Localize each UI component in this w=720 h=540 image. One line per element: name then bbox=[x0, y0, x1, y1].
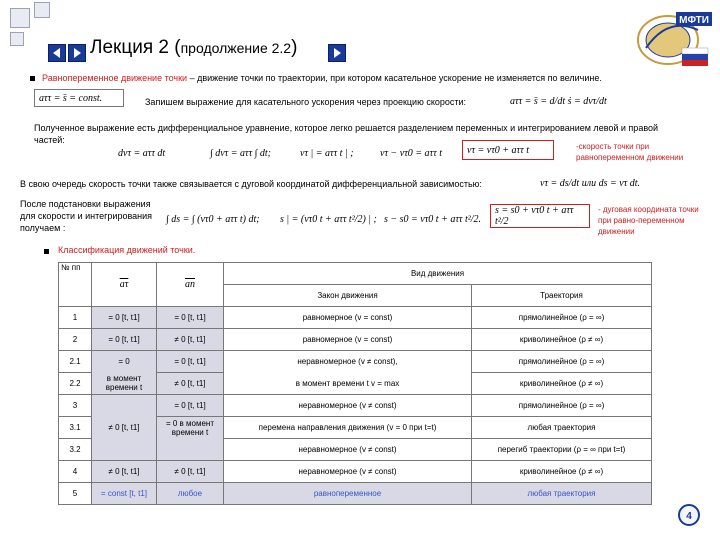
cell-trajectory: любая траектория bbox=[472, 483, 652, 505]
table-row bbox=[59, 461, 652, 483]
cell-law: неравномерное (v ≠ const) bbox=[224, 461, 472, 483]
velocity-formula: vτ = vτ0 + aττ t bbox=[467, 144, 529, 156]
formula-int-2: s | = (vτ0 t + aττ t²/2) | ; bbox=[280, 214, 377, 225]
decor-square bbox=[10, 8, 30, 28]
cell-num: 4 bbox=[59, 461, 92, 483]
table-row bbox=[59, 307, 652, 329]
formula-int-3: s − s0 = vτ0 t + aττ t²/2. bbox=[384, 214, 482, 225]
cell-at bbox=[92, 395, 157, 417]
formula-const: aττ = s̈ = const. bbox=[39, 92, 103, 104]
classification-table bbox=[58, 262, 652, 505]
cell-num: 3.2 bbox=[59, 439, 92, 461]
cell-trajectory: криволинейное (ρ ≠ ∞) bbox=[472, 329, 652, 351]
classification-heading: Классификация движений точки. bbox=[58, 245, 196, 255]
table-row bbox=[59, 439, 652, 461]
decor-square bbox=[10, 32, 24, 46]
arrow-right-icon bbox=[69, 45, 85, 61]
cell-an: ≠ 0 [t, t1] bbox=[157, 461, 224, 483]
table-row bbox=[59, 483, 652, 505]
header-number: № пп bbox=[59, 263, 92, 307]
cell-law: неравномерное (v ≠ const), bbox=[224, 351, 472, 373]
formula-diff-2: ∫ dvτ = aττ ∫ dt; bbox=[210, 148, 272, 159]
table-row bbox=[59, 351, 652, 373]
cell-trajectory: прямолинейное (ρ = ∞) bbox=[472, 307, 652, 329]
arrow-right-icon bbox=[329, 45, 345, 61]
cell-at: в момент времени t bbox=[92, 373, 157, 395]
cell-an bbox=[157, 439, 224, 461]
cell-an: = 0 [t, t1] bbox=[157, 307, 224, 329]
bullet bbox=[44, 249, 49, 254]
cell-law: равномерное (v = const) bbox=[224, 329, 472, 351]
cell-an: = 0 [t, t1] bbox=[157, 351, 224, 373]
header-tangential: $\overline{a\tau}$ bbox=[92, 263, 157, 307]
formula-diff-1: dvτ = aττ dt bbox=[118, 148, 166, 159]
next-slide-button[interactable] bbox=[68, 44, 86, 62]
cell-law: неравномерное (v ≠ const) bbox=[224, 439, 472, 461]
formula-const-box bbox=[34, 89, 124, 107]
table-row bbox=[59, 417, 652, 439]
table-row bbox=[59, 329, 652, 351]
tangent-text: Запишем выражение для касательного ускорения через проекцию скорости: bbox=[145, 97, 467, 107]
section-heading-text bbox=[42, 72, 672, 84]
title-close: ) bbox=[291, 37, 298, 58]
cell-law: перемена направления движения (v = 0 при t=t) bbox=[224, 417, 472, 439]
arrow-left-icon bbox=[49, 45, 65, 61]
cell-num: 5 bbox=[59, 483, 92, 505]
cell-an: ≠ 0 [t, t1] bbox=[157, 373, 224, 395]
header-kind: Вид движения bbox=[224, 263, 652, 285]
cell-num: 3 bbox=[59, 395, 92, 417]
logo-text: МФТИ bbox=[679, 15, 709, 26]
bullet bbox=[30, 76, 35, 81]
cell-an: = 0 [t, t1] bbox=[157, 395, 224, 417]
title-main: Лекция 2 ( bbox=[90, 37, 181, 58]
cell-trajectory: криволинейное (ρ ≠ ∞) bbox=[472, 461, 652, 483]
cell-num: 1 bbox=[59, 307, 92, 329]
cell-at: = const [t, t1] bbox=[92, 483, 157, 505]
arc-formula-box bbox=[490, 204, 590, 228]
page-number: 4 bbox=[678, 504, 700, 526]
cell-at: ≠ 0 [t, t1] bbox=[92, 461, 157, 483]
decor-square bbox=[34, 2, 50, 18]
cell-num: 2.1 bbox=[59, 351, 92, 373]
cell-at bbox=[92, 439, 157, 461]
arc-note: - дуговая координата точки при равно-переменном движении bbox=[598, 205, 699, 236]
prev-slide-button[interactable] bbox=[48, 44, 66, 62]
section-heading-rest: – движение точки по траектории, при котором касательное ускорение не изменяется по величине. bbox=[187, 73, 602, 83]
table-row bbox=[59, 395, 652, 417]
cell-num: 2.2 bbox=[59, 373, 92, 395]
formula-diff-3: vτ | = aττ t | ; bbox=[300, 148, 354, 159]
cell-trajectory: прямолинейное (ρ = ∞) bbox=[472, 351, 652, 373]
cell-trajectory: перегиб траектории (ρ = ∞ при t=t) bbox=[472, 439, 652, 461]
subst-text: После подстановки выражения для скорости и интегрирования получаем : bbox=[20, 199, 153, 233]
cell-law: в момент времени t v = max bbox=[224, 373, 472, 395]
cell-at: = 0 bbox=[92, 351, 157, 373]
cell-law: равномерное (v = const) bbox=[224, 307, 472, 329]
title-sub: продолжение 2.2 bbox=[180, 40, 292, 56]
arc-formula: s = s0 + vτ0 t + aττ t²/2 bbox=[495, 205, 574, 227]
cell-at: ≠ 0 [t, t1] bbox=[92, 417, 157, 439]
cell-trajectory: любая траектория bbox=[472, 417, 652, 439]
velocity-formula-box bbox=[462, 140, 554, 160]
cell-at: = 0 [t, t1] bbox=[92, 329, 157, 351]
formula-int-1: ∫ ds = ∫ (vτ0 + aττ t) dt; bbox=[166, 214, 260, 225]
cell-trajectory: криволинейное (ρ ≠ ∞) bbox=[472, 373, 652, 395]
header-trajectory: Траектория bbox=[472, 285, 652, 307]
cell-law: равнопеременное bbox=[224, 483, 472, 505]
section-heading: Равнопеременное движение точки bbox=[42, 73, 188, 83]
header-normal: $\overline{an}$ bbox=[157, 263, 224, 307]
next-page-button[interactable] bbox=[328, 44, 346, 62]
table-row bbox=[59, 373, 652, 395]
header-law: Закон движения bbox=[224, 285, 472, 307]
cell-num: 2 bbox=[59, 329, 92, 351]
institute-logo bbox=[632, 8, 714, 68]
formula-tangent: aττ = s̈ = d/dt ṡ = dvτ/dt bbox=[510, 96, 607, 107]
cell-at: = 0 [t, t1] bbox=[92, 307, 157, 329]
cell-an: любое bbox=[157, 483, 224, 505]
cell-an: = 0 в момент времени t bbox=[157, 417, 224, 439]
cell-law: неравномерное (v ≠ const) bbox=[224, 395, 472, 417]
velocity-note: -скорость точки при равнопеременном движении bbox=[576, 142, 684, 162]
formula-diff-4: vτ − vτ0 = aττ t bbox=[380, 148, 442, 159]
diff-text: Полученное выражение есть дифференциальное уравнение, которое легко решается разделением переменных и интегрированием левой и правой частей: bbox=[34, 123, 659, 145]
page-title bbox=[90, 37, 297, 59]
cell-an: ≠ 0 [t, t1] bbox=[157, 329, 224, 351]
formula-arc: vτ = ds/dt или ds = vτ dt. bbox=[540, 178, 641, 189]
cell-trajectory: прямолинейное (ρ = ∞) bbox=[472, 395, 652, 417]
arc-text: В свою очередь скорость точки также связывается с дуговой координатой дифференциальной зависимостью: bbox=[20, 179, 482, 189]
cell-num: 3.1 bbox=[59, 417, 92, 439]
